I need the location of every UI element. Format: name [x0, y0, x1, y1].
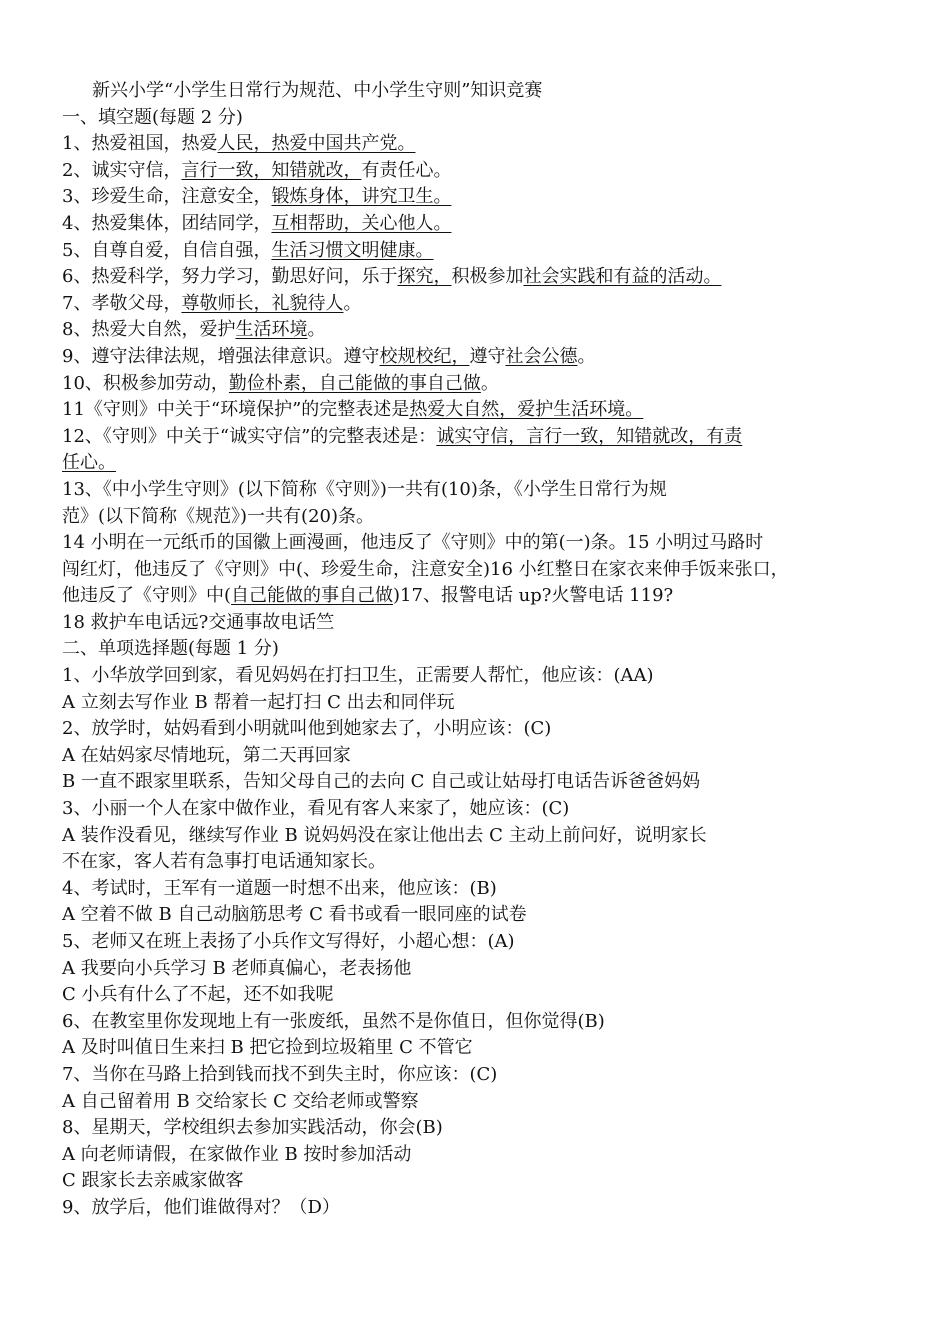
text-segment: A 及时叫值日生来扫 B 把它捡到垃圾箱里 C 不管它 [62, 1037, 473, 1059]
text-segment: A 立刻去写作业 B 帮着一起打扫 C 出去和同伴玩 [62, 691, 455, 713]
text-line [62, 371, 892, 398]
text-line [62, 397, 892, 424]
text-segment: 4、考试时，王军有一道题一时想不出来，他应该：(B) [62, 877, 497, 899]
text-segment: 不在家，客人若有急事打电话通知家长。 [62, 851, 386, 873]
text-segment: 2、放学时，姑妈看到小明就叫他到她家去了，小明应该：(C) [62, 718, 552, 740]
answer-underlined: 任心。 [62, 452, 116, 474]
text-segment: 闯红灯，他违反了《守则》中(、珍爱生命，注意安全)16 小红整日在家衣来伸手饭来张口， [62, 558, 789, 580]
text-segment: 遵守 [469, 345, 506, 367]
text-segment: A 在姑妈家尽情地玩，第二天再回家 [62, 744, 351, 766]
text-line [62, 477, 892, 504]
answer-underlined: 人民，热爱中国共产党。 [217, 133, 416, 155]
text-line [62, 876, 892, 903]
text-segment: 3、珍爱生命，注意安全， [62, 186, 272, 208]
text-line [62, 264, 892, 291]
text-segment: 14 小明在一元纸币的国徽上画漫画，他违反了《守则》中的第(一)条。15 小明过马路时 [62, 532, 764, 554]
text-line [62, 530, 892, 557]
text-line [62, 450, 892, 477]
text-segment: 7、当你在马路上拾到钱而找不到失主时，你应该：(C) [62, 1063, 498, 1085]
text-segment: 他违反了《守则》中( [62, 585, 232, 607]
text-line [62, 1089, 892, 1116]
text-segment: 5、老师又在班上表扬了小兵作文写得好，小超心想：(A) [62, 931, 515, 952]
text-segment: 3、小丽一个人在家中做作业，看见有客人来家了，她应该：(C) [62, 798, 570, 820]
text-line [62, 583, 892, 610]
text-line [62, 424, 892, 451]
text-line [62, 211, 892, 238]
answer-underlined: 热爱大自然，爱护生活环境。 [409, 399, 644, 421]
answer-underlined: 社会实践和有益的活动。 [523, 266, 722, 288]
text-segment: 范》(以下简称《规范》)一共有(20)条。 [62, 505, 374, 527]
text-line [62, 902, 892, 929]
text-line [62, 1009, 892, 1036]
text-segment: A 空着不做 B 自己动脑筋思考 C 看书或看一眼同座的试卷 [62, 904, 527, 926]
answer-underlined: 言行一致，知错就改， [181, 159, 362, 181]
document-body [62, 78, 892, 1222]
text-segment: 18 救护车电话远?交通事故电话竺 [62, 611, 335, 633]
text-line [62, 1195, 892, 1222]
text-line [62, 663, 892, 690]
text-line [62, 344, 892, 371]
text-line [62, 504, 892, 531]
text-line [62, 716, 892, 743]
text-segment: 二、单项选择题(每题 1 分) [62, 638, 279, 660]
text-segment: A 装作没看见，继续写作业 B 说妈妈没在家让他出去 C 主动上前问好，说明家长 [62, 824, 707, 846]
text-segment: 有责任心。 [361, 159, 452, 181]
text-segment: C 跟家长去亲戚家做客 [62, 1170, 244, 1192]
text-segment: 13、《中小学生守则》(以下简称《守则》)一共有(10)条，《小学生日常行为规 [62, 478, 667, 500]
text-segment: 5、自尊自爱，自信自强， [62, 239, 272, 261]
text-line [62, 158, 892, 185]
answer-underlined: 尊敬师长，礼貌待人 [181, 292, 344, 314]
text-line [62, 1115, 892, 1142]
answer-underlined: 勤俭朴素，自己能做的事自己做 [228, 372, 481, 394]
text-line [62, 982, 892, 1009]
answer-underlined: 生活习惯文明健康。 [271, 239, 434, 261]
text-line [62, 1062, 892, 1089]
answer-underlined: 探究， [397, 266, 452, 288]
answer-underlined: 自己能做的事自己做 [231, 585, 394, 607]
text-line [62, 184, 892, 211]
text-segment: A 自己留着用 B 交给家长 C 交给老师或警察 [62, 1090, 419, 1112]
text-line [62, 610, 892, 637]
text-line [62, 849, 892, 876]
text-line [62, 238, 892, 265]
text-line [62, 796, 892, 823]
text-line [62, 1142, 892, 1169]
text-segment: 4、热爱集体，团结同学， [62, 212, 272, 234]
answer-underlined: 互相帮助，关心他人。 [271, 212, 452, 234]
text-segment: 。 [307, 319, 326, 341]
text-line [62, 956, 892, 983]
text-segment: 11《守则》中关于“环境保护”的完整表述是 [62, 399, 410, 421]
text-segment: A 向老师请假，在家做作业 B 按时参加活动 [62, 1143, 412, 1165]
text-line [62, 823, 892, 850]
text-segment: 。 [343, 292, 362, 314]
text-segment: 8、星期天，学校组织去参加实践活动，你会(B) [62, 1117, 443, 1139]
text-line [62, 291, 892, 318]
text-line [62, 557, 892, 584]
text-line [62, 743, 892, 770]
text-line [62, 769, 892, 796]
document-title: 新兴小学“小学生日常行为规范、中小学生守则”知识竞赛 [92, 80, 543, 101]
text-segment: 一、填空题(每题 2 分) [62, 106, 243, 128]
question-lines [62, 105, 892, 1222]
text-segment: 1、热爱祖国，热爱 [62, 133, 218, 155]
text-segment: 1、小华放学回到家，看见妈妈在打扫卫生，正需要人帮忙，他应该：(AA) [62, 665, 654, 687]
answer-underlined: 诚实守信，言行一致，知错就改，有责 [436, 425, 743, 447]
text-segment: 10、积极参加劳动， [62, 372, 229, 394]
text-segment: 。 [480, 372, 499, 394]
text-segment: 。 [577, 345, 596, 367]
text-segment: 7、孝敬父母， [62, 292, 182, 314]
text-line [62, 636, 892, 663]
answer-underlined: 社会公德 [505, 345, 578, 367]
text-segment: A 我要向小兵学习 B 老师真偏心，老表扬他 [62, 957, 412, 979]
text-segment: )17、报警电话 up?火警电话 119? [393, 585, 674, 607]
text-segment: 9、放学后，他们谁做得对？（D） [62, 1196, 340, 1218]
text-line [62, 105, 892, 132]
text-segment: B 一直不跟家里联系，告知父母自己的去向 C 自己或让姑母打电话告诉爸爸妈妈 [62, 771, 701, 793]
text-segment: 9、遵守法律法规，增强法律意识。遵守 [62, 345, 380, 367]
answer-underlined: 生活环境 [235, 319, 308, 341]
text-segment: 8、热爱大自然，爱护 [62, 319, 236, 341]
text-segment: 6、在教室里你发现地上有一张废纸，虽然不是你值日，但你觉得(B) [62, 1010, 605, 1032]
answer-underlined: 校规校纪， [379, 345, 470, 367]
text-line [62, 131, 892, 158]
text-line [62, 690, 892, 717]
text-segment: 6、热爱科学，努力学习，勤思好问，乐于 [62, 266, 398, 288]
text-segment: 积极参加 [451, 266, 524, 288]
answer-underlined: 锻炼身体，讲究卫生。 [271, 186, 452, 208]
text-line [62, 929, 892, 956]
text-segment: C 小兵有什么了不起，还不如我呢 [62, 984, 334, 1006]
text-line [62, 1035, 892, 1062]
text-segment: 12、《守则》中关于“诚实守信”的完整表述是： [62, 425, 437, 447]
text-line [62, 1168, 892, 1195]
text-segment: 2、诚实守信， [62, 159, 182, 181]
text-line [62, 317, 892, 344]
